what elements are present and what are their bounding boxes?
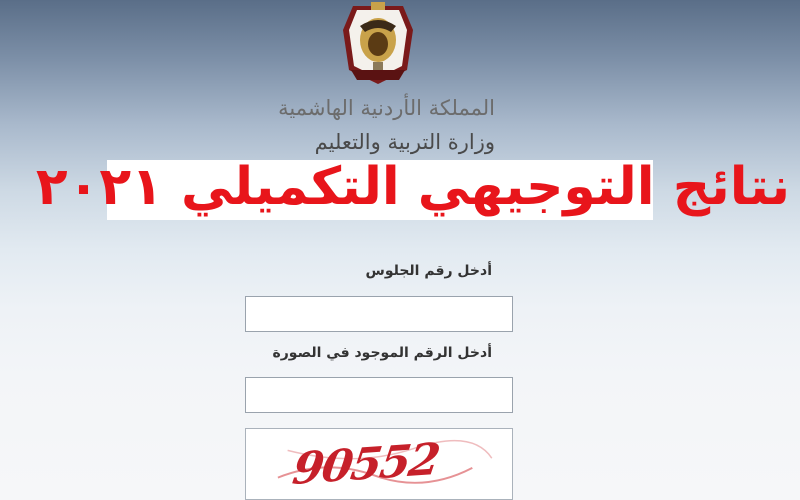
kingdom-title: المملكة الأردنية الهاشمية	[278, 96, 495, 120]
seat-number-label: أدخل رقم الجلوس	[365, 263, 492, 279]
captcha-input[interactable]	[245, 377, 513, 413]
results-banner: نتائج التوجيهي التكميلي ٢٠٢١	[35, 157, 790, 217]
captcha-image	[245, 428, 513, 500]
captcha-code: 90552	[289, 434, 442, 495]
jordan-coat-of-arms-icon	[333, 0, 423, 88]
captcha-label: أدخل الرقم الموجود في الصورة	[272, 345, 492, 361]
ministry-title: وزارة التربية والتعليم	[314, 130, 495, 154]
seat-number-input[interactable]	[245, 296, 513, 332]
